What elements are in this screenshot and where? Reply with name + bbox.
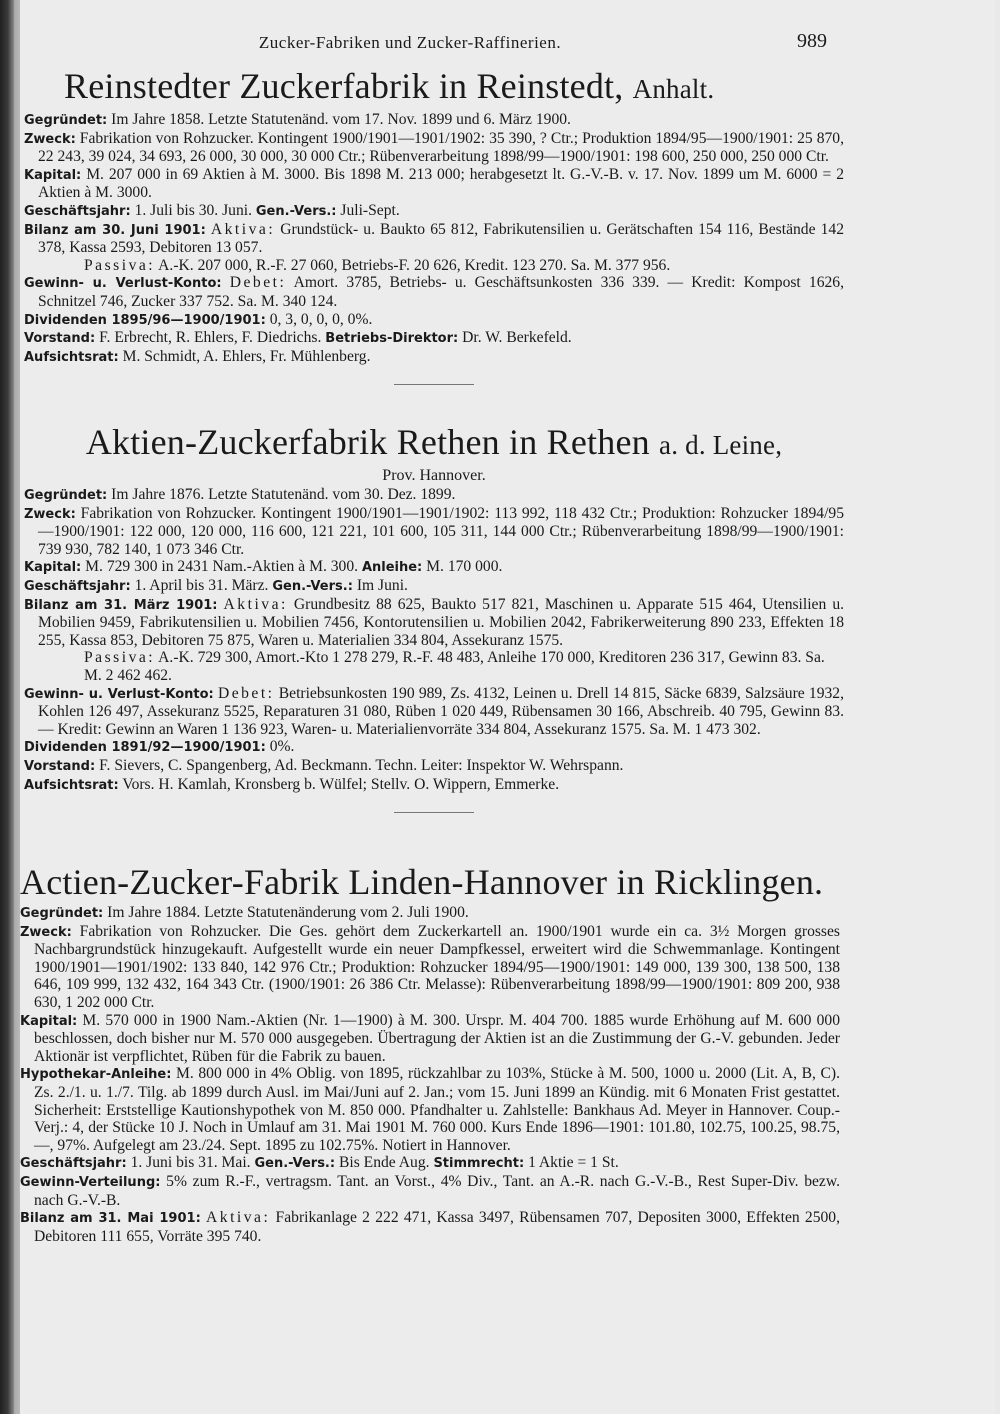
- entry-paragraph: [24, 577, 844, 596]
- entry-paragraph: [24, 311, 844, 330]
- entry-text: Im Jahre 1858. Letzte Statutenänd. vom 17. Nov. 1899 und 6. März 1900.: [111, 111, 571, 128]
- entry-subheading: Passiva:: [84, 256, 156, 274]
- entry-text: 1. Juli bis 30. Juni.: [134, 201, 252, 219]
- entry-text: Fabrikation von Rohzucker. Die Ges. gehört dem Zuckerkartell an. 1900/1901 wurde ein ca. 3½ Morgen grosses Nachbargrundstück hinzugekauft. Aufgestellt wurde ein neuer Dampfkessel, erweitert wird die Schwemmanlage. Kontingent 1900/1901—1901/1902: 133 840, 142 976 Ctr.; Produktion: Rohzucker 1894/95—1900/1901: 149 000, 139 300, 138 500, 138 646, 109 999, 132 432, 164 343 Ctr. (1900/1901: 26 386 Ctr. Melasse): Rübenverarbeitung 1898/99—1900/1901: 809 200, 938 630, 1 202 000 Ctr.: [34, 922, 840, 1011]
- entry-label: Geschäftsjahr:: [24, 578, 131, 594]
- entry-subheading: Debet:: [217, 684, 275, 702]
- entry-label: Gegründet:: [24, 488, 108, 503]
- entry-paragraph: [24, 596, 844, 650]
- heading-suffix: Anhalt.: [632, 74, 715, 104]
- entry-paragraph: [24, 166, 844, 202]
- entry-paragraph: [24, 274, 844, 310]
- section-subheading: Prov. Hannover.: [382, 467, 486, 484]
- entry-label: Dividenden 1895/96—1900/1901:: [24, 312, 266, 328]
- entry-subheading: Aktiva:: [210, 220, 276, 238]
- section-divider: [394, 812, 474, 813]
- entry-text: F. Erbrecht, R. Ehlers, F. Diedrichs.: [99, 329, 322, 347]
- entry-label: Gewinn- u. Verlust-Konto:: [24, 686, 214, 702]
- running-title: Zucker-Fabriken und Zucker-Raffinerien.: [258, 33, 562, 52]
- entry-text: Im Juni.: [356, 576, 408, 594]
- entry-text: Im Jahre 1884. Letzte Statutenänderung vom 2. Juli 1900.: [107, 904, 469, 921]
- entry-text: M. Schmidt, A. Ehlers, Fr. Mühlenberg.: [122, 347, 371, 365]
- entry-label: Kapital:: [24, 560, 82, 576]
- entry-text: M. 570 000 in 1900 Nam.-Aktien (Nr. 1—1900) à M. 300. Urspr. M. 404 700. 1885 wurde Erhöhung auf M. 600 000 beschlossen, doch bisher nur M. 570 000 ausgegeben. Übertragung der Aktien ist an die Zustimmung der G.-V. gebunden. Jeder Aktionär ist verpflichtet, Rüben für die Fabrik zu bauen.: [34, 1011, 841, 1065]
- entry-label: Gen.-Vers.:: [272, 578, 353, 594]
- entry-label: Bilanz am 31. Mai 1901:: [20, 1211, 201, 1227]
- section-divider: [394, 384, 474, 385]
- entry-label: Aufsichtsrat:: [24, 777, 119, 793]
- entry-text: 0%.: [269, 738, 295, 756]
- document-page: [20, 0, 995, 1414]
- heading-suffix: a. d. Leine,: [659, 430, 783, 460]
- entry-paragraph: [24, 486, 844, 505]
- entry-text: Amort. 3785, Betriebs- u. Geschäftsunkosten 336 339. — Kredit: Kompost 1626, Schnitzel 746, Zucker 337 752. Sa. M. 340 124.: [38, 274, 844, 310]
- entry-subheading: Aktiva:: [223, 595, 288, 613]
- entry-paragraph: [20, 1065, 840, 1154]
- company-section-rethen: [24, 420, 844, 813]
- entry-text: Bis Ende Aug.: [338, 1154, 430, 1172]
- entry-label: Gen.-Vers.:: [255, 203, 337, 219]
- entry-label: Vorstand:: [24, 758, 96, 774]
- entry-text: Im Jahre 1876. Letzte Statutenänd. vom 30. Dez. 1899.: [111, 486, 456, 503]
- entry-text: A.-K. 207 000, R.-F. 27 060, Betriebs-F. 20 626, Kredit. 123 270. Sa. M. 377 956.: [158, 256, 671, 274]
- entry-label: Betriebs-Direktor:: [325, 331, 459, 347]
- entry-label: Gegründet:: [20, 906, 104, 921]
- entry-label: Gewinn-Verteilung:: [20, 1174, 161, 1190]
- section-heading: [24, 420, 844, 467]
- entry-paragraph: [24, 111, 844, 130]
- entry-paragraph: [24, 776, 844, 795]
- entry-paragraph: [24, 202, 844, 221]
- company-section-reinstedt: [24, 64, 844, 385]
- entry-text: Fabrikanlage 2 222 471, Kassa 3497, Rübensamen 707, Depositen 3000, Effekten 2500, Debitoren 111 655, Vorräte 395 740.: [34, 1209, 840, 1245]
- entry-text: Dr. W. Berkefeld.: [462, 329, 572, 347]
- company-section-linden-hannover: [20, 860, 840, 1245]
- entry-text: Vors. H. Kamlah, Kronsberg b. Wülfel; Stellv. O. Wippern, Emmerke.: [122, 775, 560, 793]
- entry-text: Fabrikation von Rohzucker. Kontingent 1900/1901—1901/1902: 113 992, 118 432 Ctr.; Produktion: Rohzucker 1894/95—1900/1901: 122 000, 120 000, 116 600, 121 221, 101 600, 105 311, 144 000 Ctr.; Rübenverarbeitung 1898/99—1900/1901: 739 930, 782 140, 1 073 346 Ctr.: [38, 504, 844, 558]
- section-heading: [24, 64, 844, 111]
- entry-text: A.-K. 729 300, Amort.-Kto 1 278 279, R.-F. 48 483, Anleihe 170 000, Kreditoren 236 317, Gewinn 83. Sa. M. 2 462 462.: [84, 649, 825, 684]
- entry-label: Bilanz am 30. Juni 1901:: [24, 222, 206, 238]
- entry-text: 1 Aktie = 1 St.: [528, 1154, 619, 1172]
- entry-text: Fabrikation von Rohzucker. Kontingent 1900/1901—1901/1902: 35 390, ? Ctr.; Produktion 1894/95—1900/1901: 25 870, 22 243, 39 024, 34 693, 26 000, 30 000, 30 000 Ctr.; Rübenverarbeitung 1898/99—1900/1901: 198 600, 250 000, 250 000 Ctr.: [38, 129, 844, 166]
- entry-text: F. Sievers, C. Spangenberg, Ad. Beckmann. Techn. Leiter: Inspektor W. Wehrspann.: [99, 756, 624, 774]
- running-head: [20, 30, 995, 56]
- entry-label: Gen.-Vers.:: [254, 1156, 336, 1172]
- entry-label: Dividenden 1891/92—1900/1901:: [24, 740, 266, 756]
- entry-label: Stimmrecht:: [433, 1156, 525, 1172]
- entry-label: Zweck:: [24, 131, 76, 147]
- entry-paragraph: [20, 1209, 840, 1245]
- page-number: 989: [797, 30, 827, 52]
- entry-paragraph: [24, 649, 844, 684]
- entry-paragraph: [24, 348, 844, 367]
- entry-label: Aufsichtsrat:: [24, 349, 119, 365]
- entry-label: Zweck:: [24, 506, 76, 522]
- entry-text: Grundbesitz 88 625, Baukto 517 821, Maschinen u. Apparate 515 464, Utensilien u. Mobilien 9459, Fabrikutensilien u. Mobilien 7456, Kontorutensilien u. Mobilien 2042, Fabrikerweiterung 890 233, Effekten 18 255, Kassa 853, Debitoren 75 875, Waren u. Materialien 334 804, Assekuranz 1575.: [38, 595, 845, 649]
- entry-subheading: Passiva:: [84, 649, 156, 667]
- entry-text: M. 800 000 in 4% Oblig. von 1895, rückzahlbar zu 103%, Stücke à M. 500, 1000 u. 2000 (Lit. A, B, C). Zs. 2./1. u. 1./7. Tilg. ab 1899 durch Ausl. im Mai/Juni auf 2. Jan.; vom 15. Juni 1899 an Kündig. mit 6 Monaten Frist gestattet. Sicherheit: Erststellige Kautionshypothek von M. 850 000. Pfandhalter u. Zahlstelle: Bankhaus Ad. Meyer in Hannover. Coup.-Verj.: 4, der Stücke 10 J. Noch in Umlauf am 31. Mai 1901 M. 760 000. Kurs Ende 1896—1901: 101.80, 102.75, 100.25, 98.75, —, 97%. Aufgelegt am 23./24. Sept. 1895 zu 102.75%. Notiert in Hannover.: [34, 1065, 841, 1154]
- entry-paragraph: [24, 505, 844, 559]
- entry-text: M. 170 000.: [426, 558, 503, 576]
- entry-label: Anleihe:: [361, 560, 423, 576]
- entry-label: Gegründet:: [24, 113, 108, 128]
- entry-paragraph: [24, 329, 844, 348]
- entry-label: Geschäftsjahr:: [24, 203, 131, 219]
- entry-label: Bilanz am 31. März 1901:: [24, 597, 218, 613]
- entry-label: Zweck:: [20, 924, 72, 940]
- entry-text: Grundstück- u. Baukto 65 812, Fabrikutensilien u. Gerätschaften 154 116, Bestände 142 378, Kassa 2593, Debitoren 13 057.: [38, 220, 844, 257]
- entry-text: 5% zum R.-F., vertragsm. Tant. an Vorst., 4% Div., Tant. an A.-R. nach G.-V.-B., Rest Super-Div. bezw. nach G.-V.-B.: [34, 1172, 840, 1209]
- heading-main: Actien-Zucker-Fabrik Linden-Hannover in Ricklingen.: [20, 862, 824, 902]
- entry-label: Geschäftsjahr:: [20, 1156, 127, 1172]
- entry-label: Hypothekar-Anleihe:: [20, 1067, 172, 1083]
- entry-label: Gewinn- u. Verlust-Konto:: [24, 276, 222, 292]
- entry-subheading: Aktiva:: [206, 1209, 271, 1227]
- entry-paragraph: [20, 1154, 840, 1173]
- entry-paragraph: [24, 221, 844, 257]
- entry-text: 1. Juni bis 31. Mai.: [130, 1154, 251, 1172]
- entry-paragraph: [24, 757, 844, 776]
- entry-text: 1. April bis 31. März.: [134, 576, 269, 594]
- entry-paragraph: [24, 558, 844, 577]
- entry-label: Vorstand:: [24, 331, 96, 347]
- entry-paragraph: [20, 1012, 840, 1066]
- entry-paragraph: [20, 1173, 840, 1209]
- entry-subheading: Debet:: [229, 274, 287, 292]
- entry-paragraph: [24, 257, 844, 275]
- entry-label: Kapital:: [20, 1013, 78, 1029]
- heading-main: Reinstedter Zuckerfabrik in Reinstedt,: [64, 66, 624, 106]
- entry-paragraph: [24, 738, 844, 757]
- entry-text: 0, 3, 0, 0, 0, 0%.: [269, 310, 373, 328]
- entry-text: M. 729 300 in 2431 Nam.-Aktien à M. 300.: [85, 558, 359, 576]
- entry-paragraph: [24, 685, 844, 739]
- book-binding-shadow: [0, 0, 14, 1414]
- entry-paragraph: [24, 130, 844, 166]
- entry-label: Kapital:: [24, 167, 82, 183]
- entry-paragraph: [20, 904, 840, 923]
- entry-paragraph: [20, 923, 840, 1012]
- entry-text: Betriebsunkosten 190 989, Zs. 4132, Leinen u. Drell 14 815, Säcke 6839, Salzsäure 1932, Kohlen 126 497, Assekuranz 5525, Reparaturen 31 080, Rüben 1 020 449, Rübensamen 30 166, Abschreib. 40 795, Gewinn 83. — Kredit: Gewinn an Waren 1 136 923, Waren- u. Materialienvorräte 334 804, Assekuranz 1575. Sa. M. 1 473 302.: [38, 684, 845, 738]
- heading-main: Aktien-Zuckerfabrik Rethen in Rethen: [85, 422, 650, 462]
- entry-text: Juli-Sept.: [340, 201, 400, 219]
- entry-text: M. 207 000 in 69 Aktien à M. 3000. Bis 1898 M. 213 000; herabgesetzt lt. G.-V.-B. v. 17. Nov. 1899 um M. 6000 = 2 Aktien à M. 3000.: [38, 165, 844, 202]
- section-heading: [20, 860, 840, 904]
